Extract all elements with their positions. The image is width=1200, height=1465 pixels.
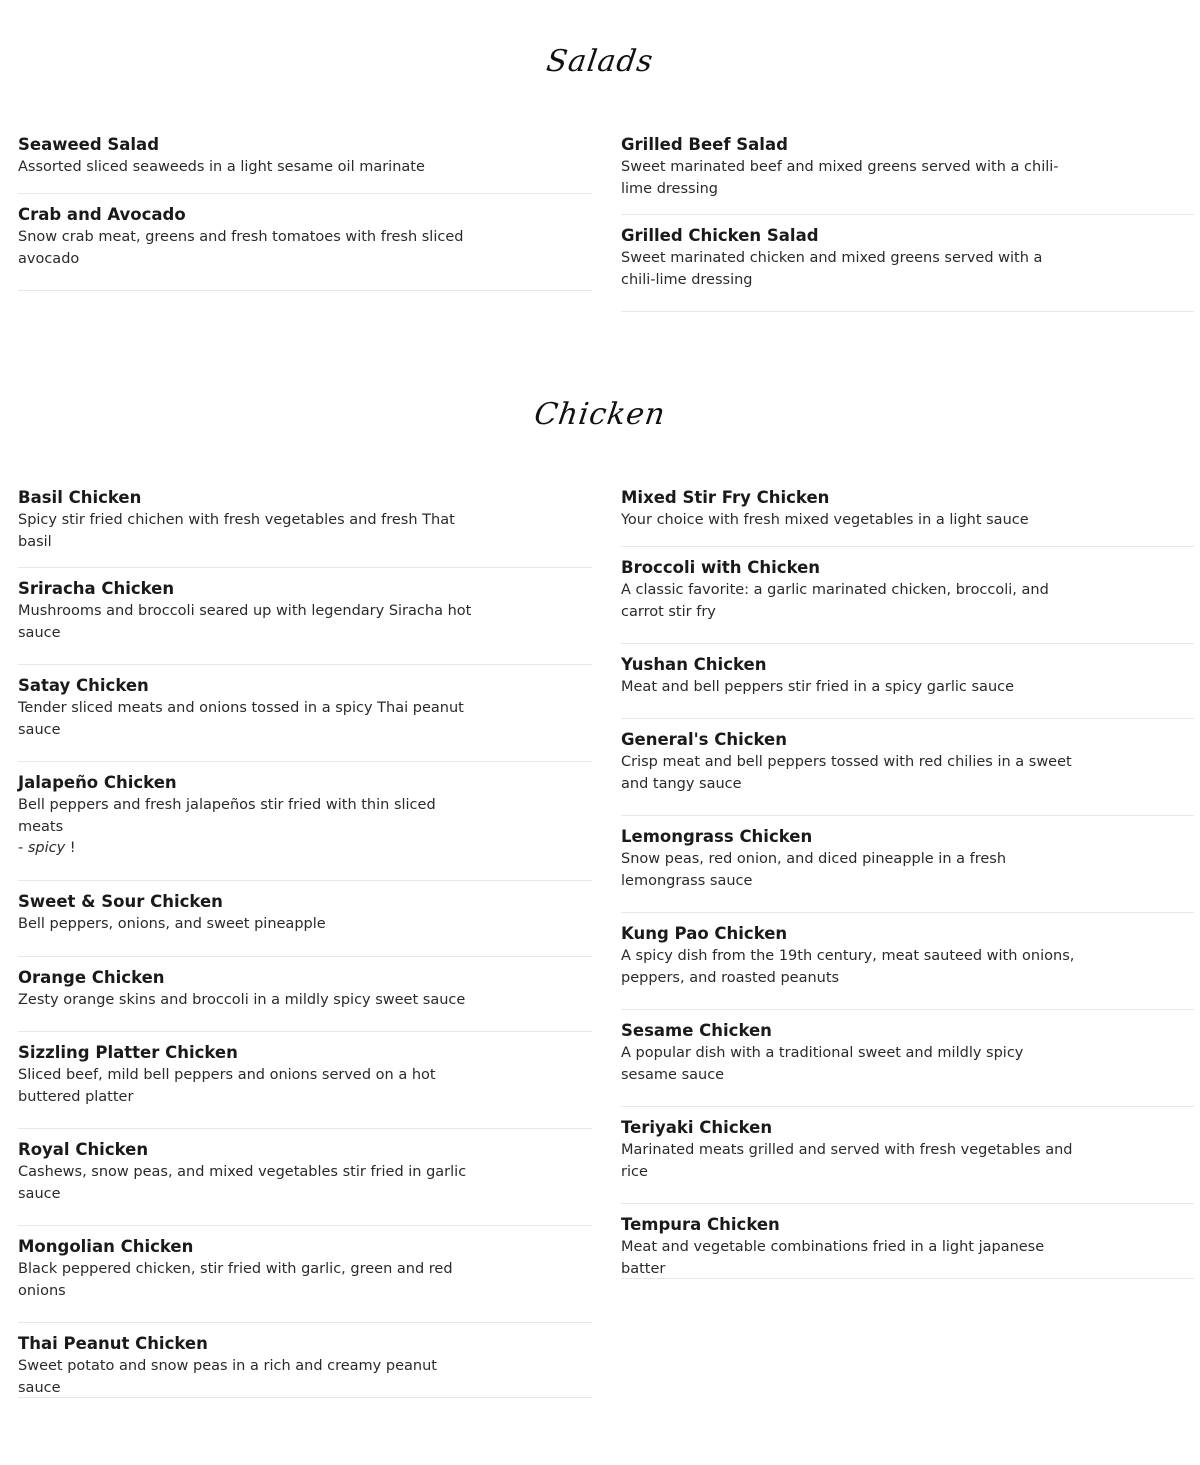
item-name: Sweet & Sour Chicken	[18, 892, 223, 911]
item-name: Sesame Chicken	[621, 1021, 772, 1040]
item-description: Sweet potato and snow peas in a rich and creamy peanut sauce	[18, 1358, 437, 1396]
section-title-salads: Salads	[544, 44, 656, 79]
menu-item-teriyaki-chicken[interactable]	[621, 1107, 1194, 1204]
item-description: Tender sliced meats and onions tossed in a spicy Thai peanut sauce	[18, 700, 464, 738]
item-name: Mongolian Chicken	[18, 1237, 194, 1256]
menu-item-mongolian-chicken[interactable]	[18, 1226, 592, 1323]
menu-item-generals-chicken[interactable]	[621, 719, 1194, 816]
menu-item-satay-chicken[interactable]	[18, 665, 592, 762]
menu-item-thai-peanut-chicken[interactable]	[18, 1323, 592, 1398]
menu-item-basil-chicken[interactable]	[18, 487, 592, 568]
menu-item-broccoli-with-chicken[interactable]	[621, 547, 1194, 644]
item-name: Grilled Chicken Salad	[621, 226, 819, 245]
chicken-left-column	[18, 487, 592, 1398]
section-title-chicken: Chicken	[532, 397, 668, 432]
menu-item-orange-chicken[interactable]	[18, 957, 592, 1032]
menu-item-sweet-sour-chicken[interactable]	[18, 881, 592, 957]
item-description: Black peppered chicken, stir fried with garlic, green and red onions	[18, 1261, 453, 1299]
menu-item-mixed-stir-fry-chicken[interactable]	[621, 487, 1194, 547]
item-description-suffix: !	[65, 840, 76, 856]
item-description: Sweet marinated beef and mixed greens served with a chili-lime dressing	[621, 159, 1059, 197]
item-name: Yushan Chicken	[621, 655, 767, 674]
item-description: Assorted sliced seaweeds in a light sesame oil marinate	[18, 159, 425, 175]
item-name: Jalapeño Chicken	[18, 773, 177, 792]
menu-item-tempura-chicken[interactable]	[621, 1204, 1194, 1279]
item-description: Bell peppers, onions, and sweet pineapple	[18, 916, 326, 932]
item-description: Your choice with fresh mixed vegetables in a light sauce	[621, 512, 1029, 528]
item-description: Snow peas, red onion, and diced pineapple in a fresh lemongrass sauce	[621, 851, 1007, 889]
item-description: Crisp meat and bell peppers tossed with red chilies in a sweet and tangy sauce	[621, 754, 1072, 792]
item-description: Zesty orange skins and broccoli in a mildly spicy sweet sauce	[18, 992, 466, 1008]
item-name: Tempura Chicken	[621, 1215, 780, 1234]
menu-item-grilled-chicken-salad[interactable]	[621, 215, 1194, 312]
item-name: Broccoli with Chicken	[621, 558, 821, 577]
item-description: Snow crab meat, greens and fresh tomatoes with fresh sliced avocado	[18, 229, 464, 267]
item-description: A spicy dish from the 19th century, meat sauteed with onions, peppers, and roasted peanuts	[621, 948, 1075, 986]
item-name: Teriyaki Chicken	[621, 1118, 773, 1137]
item-description: A popular dish with a traditional sweet and mildly spicy sesame sauce	[621, 1045, 1024, 1083]
menu-item-lemongrass-chicken[interactable]	[621, 816, 1194, 913]
spicy-label: spicy	[27, 840, 66, 856]
item-name: Crab and Avocado	[18, 205, 186, 224]
menu-item-seaweed-salad[interactable]	[18, 134, 592, 194]
salads-left-column	[18, 134, 592, 291]
item-description: Cashews, snow peas, and mixed vegetables stir fried in garlic sauce	[18, 1164, 467, 1202]
item-name: Sriracha Chicken	[18, 579, 175, 598]
item-description: A classic favorite: a garlic marinated chicken, broccoli, and carrot stir fry	[621, 582, 1049, 620]
item-description: Meat and vegetable combinations fried in a light japanese batter	[621, 1239, 1045, 1277]
item-name: Basil Chicken	[18, 488, 142, 507]
item-description: Spicy stir fried chichen with fresh vegetables and fresh That basil	[18, 512, 455, 550]
item-name: Mixed Stir Fry Chicken	[621, 488, 830, 507]
chicken-right-column	[621, 487, 1194, 1279]
item-description: Marinated meats grilled and served with fresh vegetables and rice	[621, 1142, 1073, 1180]
item-description	[18, 795, 473, 860]
item-description: Sweet marinated chicken and mixed greens served with a chili-lime dressing	[621, 250, 1043, 288]
item-name: Sizzling Platter Chicken	[18, 1043, 238, 1062]
item-description: Sliced beef, mild bell peppers and onions served on a hot buttered platter	[18, 1067, 436, 1105]
item-name: Thai Peanut Chicken	[18, 1334, 208, 1353]
salads-right-column	[621, 134, 1194, 312]
menu-item-grilled-beef-salad[interactable]	[621, 134, 1194, 215]
menu-item-yushan-chicken[interactable]	[621, 644, 1194, 719]
item-description: Meat and bell peppers stir fried in a spicy garlic sauce	[621, 679, 1015, 695]
item-name: Royal Chicken	[18, 1140, 149, 1159]
item-description-prefix: -	[18, 840, 28, 856]
item-name: Seaweed Salad	[18, 135, 160, 154]
item-name: Satay Chicken	[18, 676, 149, 695]
item-name: Grilled Beef Salad	[621, 135, 788, 154]
menu-item-kung-pao-chicken[interactable]	[621, 913, 1194, 1010]
item-name: Kung Pao Chicken	[621, 924, 788, 943]
item-name: Orange Chicken	[18, 968, 165, 987]
menu-item-crab-and-avocado[interactable]	[18, 194, 592, 291]
item-name: General's Chicken	[621, 730, 787, 749]
item-description: Mushrooms and broccoli seared up with legendary Siracha hot sauce	[18, 603, 472, 641]
menu-item-jalapeno-chicken[interactable]	[18, 762, 592, 881]
menu-item-sriracha-chicken[interactable]	[18, 568, 592, 665]
menu-item-royal-chicken[interactable]	[18, 1129, 592, 1226]
menu-item-sesame-chicken[interactable]	[621, 1010, 1194, 1107]
item-name: Lemongrass Chicken	[621, 827, 813, 846]
menu-item-sizzling-platter-chicken[interactable]	[18, 1032, 592, 1129]
item-description-text: Bell peppers and fresh jalapeños stir fried with thin sliced meats	[18, 797, 436, 835]
